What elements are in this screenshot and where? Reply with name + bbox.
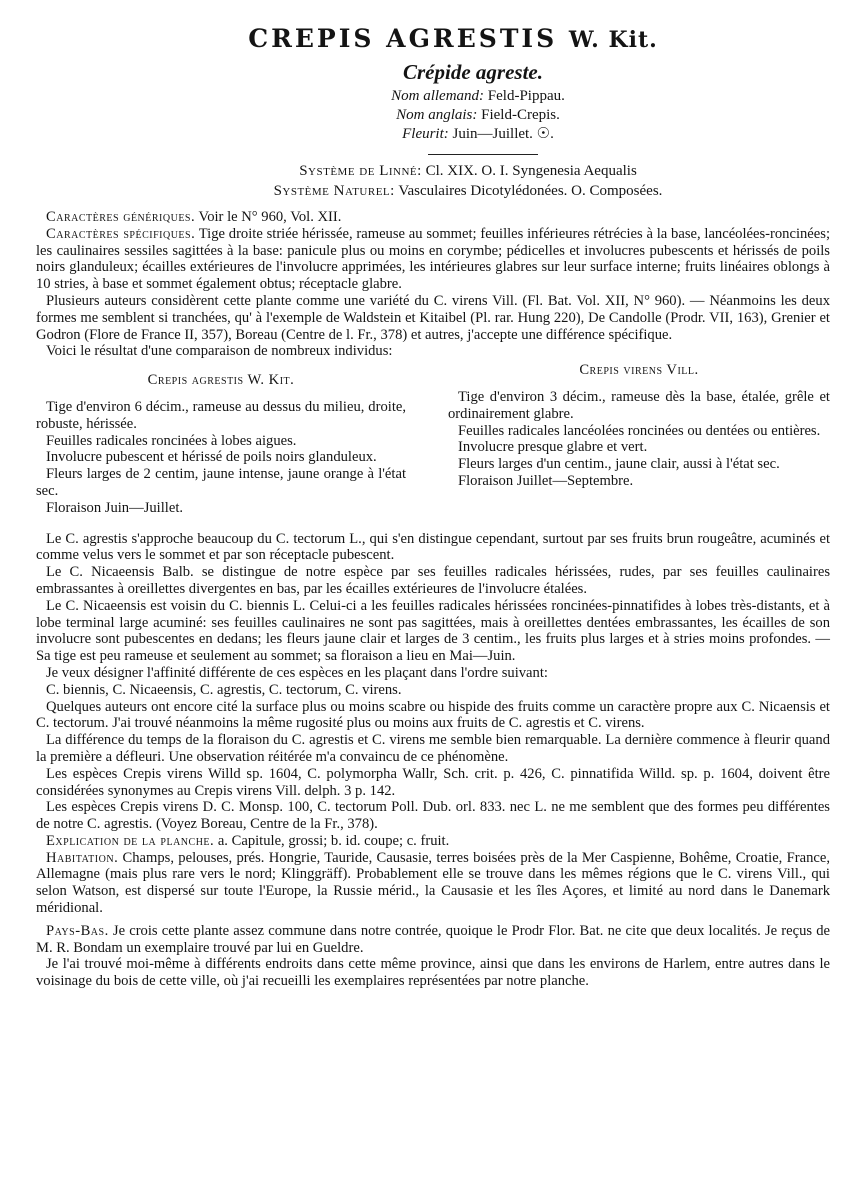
bloom-value: Juin—Juillet. ☉. [452, 126, 554, 142]
comparison-table [36, 362, 830, 516]
paragraph-tectorum: Le C. agrestis s'approche beaucoup du C. tectorum L., qui s'en distingue cependant, surtout par ses fruits brun rougeâtre, acuminés et comme velus vers le sommet et par son réceptacle pubescent. [36, 530, 830, 564]
netherlands [36, 923, 830, 957]
plate-text: a. Capitule, grossi; b. id. coupe; c. fruit. [217, 832, 450, 849]
comparison-right [448, 362, 830, 516]
comparison-left-line: Involucre pubescent et hérissé de poils noirs glanduleux. [46, 449, 377, 466]
comparison-right-heading: Crepis virens Vill. [579, 362, 699, 379]
title-species: CREPIS AGRESTIS [248, 24, 558, 53]
netherlands-label: Pays-Bas. [46, 922, 109, 939]
plate-label: Explication de la planche. [46, 832, 215, 849]
habitat [36, 850, 830, 917]
paragraph-nicaeensis: Le C. Nicaeensis Balb. se distingue de notre espèce par ses feuilles radicales hérissées, rudes, par ses feuilles caulinaires embrassantes à oreillettes divergentes en bas, par les écailles extérieures de l'involucre étalées. [36, 564, 830, 597]
paragraph-compare: Voici le résultat d'une comparaison de nombreux individus: [46, 343, 393, 360]
specific-characters [36, 226, 830, 293]
comparison-left-heading: Crepis agrestis W. Kit. [147, 372, 295, 389]
english-label: Nom anglais: [396, 107, 478, 123]
german-value: Feld-Pippau. [487, 88, 565, 104]
comparison-right-line: Floraison Juillet—Septembre. [458, 472, 634, 489]
linne-value: Cl. XIX. O. I. Syngenesia Aequalis [425, 163, 637, 179]
bloom-label: Fleurit: [402, 126, 449, 142]
main-text [36, 531, 830, 991]
linne-label: Système de Linné: [299, 163, 422, 179]
comparison-right-line: Involucre presque glabre et vert. [458, 439, 648, 456]
linne-system [106, 161, 830, 181]
page-title [76, 0, 830, 55]
comparison-right-line: Feuilles radicales lancéolées roncinées ou dentées ou entières. [458, 422, 821, 439]
paragraph-order: Je veux désigner l'affinité différente de ces espèces en les plaçant dans l'ordre suivant: [46, 664, 548, 681]
specific-label: Caractères spécifiques. [46, 225, 196, 242]
habitat-label: Habitation. [46, 849, 119, 866]
generic-text: Voir le N° 960, Vol. XII. [198, 209, 342, 225]
comparison-left-line: Tige d'environ 6 décim., rameuse au dessus du milieu, droite, robuste, hérissée. [36, 398, 406, 432]
natural-label: Système Naturel: [273, 183, 395, 199]
title-author: W. Kit. [568, 27, 658, 53]
comparison-right-line: Tige d'environ 3 décim., rameuse dès la base, étalée, grêle et ordinairement glabre. [448, 388, 830, 422]
french-name: Crépide agreste. [403, 60, 543, 84]
netherlands-text: Je crois cette plante assez commune dans notre contrée, quoique le Prodr Flor. Bat. ne cite que deux localités. Je reçus de M. R. Bondam un exemplaire trouvé par lui en Gueldre. [36, 922, 831, 956]
german-label: Nom allemand: [391, 88, 485, 104]
english-value: Field-Crepis. [481, 107, 560, 123]
intro-section [36, 209, 830, 360]
bloom-period [126, 125, 830, 144]
divider [428, 154, 538, 155]
habitat-text: Champs, pelouses, prés. Hongrie, Tauride, Causasie, terres boisées près de la Mer Caspienne, Bohême, Croatie, France, Allemagne (mais plus rare vers le nord; Klinggräff). Probablement elle se trouve dans les mêmes régions que le C. virens Vill., qui selon Watson, est dispersé sur toute l'Europe, la Russie mérid., la Causasie et les îles Açores, et limité au nord dans le Danemark méridional. [36, 849, 830, 917]
comparison-left-line: Feuilles radicales roncinées à lobes aigues. [46, 432, 297, 449]
generic-characters [36, 209, 830, 226]
paragraph-authors: Plusieurs auteurs considèrent cette plante comme une variété du C. virens Vill. (Fl. Bat. Vol. XII, N° 960). — Néanmoins les deux formes me semblent si tranchées, qu' à l'exemple de Waldstein et Kitaibel (Pl. rar. Hung 220), De Candolle (Prodr. VII, 163), Grenier et Godron (Flore de France II, 357), Boreau (Centre de l. Fr., 378) et autres, j'accepte une différence spécifique. [36, 292, 830, 343]
natural-system [106, 181, 830, 201]
generic-label: Caractères génériques. [46, 209, 196, 225]
paragraph-biennis: Le C. Nicaeensis est voisin du C. biennis L. Celui-ci a les feuilles radicales hérissées roncinées-pinnatifides à lobes très-distants, et à lobe terminal large acuminé: ses feuilles caulinaires ne sont pas sagittées, mais à oreillettes dentées embrassantes, les écailles de son involucre sont pubescentes en dedans; les fleurs jaune clair et larges de 3 centim., les fruits plus larges et à stries moins profondes. — Sa tige est peu rameuse et seulement au sommet; sa floraison a lieu en Mai—Juin. [36, 597, 830, 665]
comparison-left-line: Floraison Juin—Juillet. [46, 499, 184, 516]
paragraph-order-list: C. biennis, C. Nicaeensis, C. agrestis, C. tectorum, C. virens. [46, 681, 402, 698]
paragraph-synonyms: Les espèces Crepis virens Willd sp. 1604, C. polymorpha Wallr, Sch. crit. p. 426, C. pinnatifida Willd. sp. p. 1604, doivent être considérées synonymes au Crepis virens Vill. delph. 3 p. 142. [36, 765, 830, 799]
paragraph-forms: Les espèces Crepis virens D. C. Monsp. 100, C. tectorum Poll. Dub. orl. 833. nec L. ne me semblent que des formes peu différentes de notre C. agrestis. (Voyez Boreau, Centre de la Fr., 378). [36, 799, 830, 833]
specific-text: Tige droite striée hérissée, rameuse au sommet; feuilles inférieures rétrécies à la base, lancéolées-roncinées; les caulinaires sessiles sagittées à la base: panicule plus ou moins en corymbe; pédicelles et involucres pubescents et hérissés de poils noirs glanduleux; écailles extérieures de l'involucre apprimées, les intérieures glabres sur leur surface interne; fruits linéaires oblongs à 10 stries, à base et sommet également obtus; réceptacle glabre. [36, 225, 831, 293]
natural-value: Vasculaires Dicotylédonées. O. Composées. [398, 183, 663, 199]
german-name [126, 87, 830, 106]
paragraph-harlem: Je l'ai trouvé moi-même à différents endroits dans cette même province, ainsi que dans les environs de Harlem, entre autres dans le voisinage du bois de cette ville, où j'ai recueilli les exemplaires représentées par notre planche. [36, 956, 830, 990]
plate-explanation [36, 833, 830, 850]
paragraph-fruit-surface: Quelques auteurs ont encore cité la surface plus ou moins scabre ou hispide des fruits comme un caractère propre aux C. Nicaensis et C. tectorum. J'ai trouvé néanmoins la même rugosité plus ou moins aux fruits de C. agrestis et C. virens. [36, 698, 830, 732]
paragraph-flowering: La différence du temps de la floraison du C. agrestis et C. virens me semble bien remarquable. La dernière commence à fleurir quand la première a défleuri. Une observation réitérée m'a convaincu de ce phénomène. [36, 732, 830, 765]
comparison-left-line: Fleurs larges de 2 centim, jaune intense, jaune orange à l'état sec. [36, 466, 406, 499]
comparison-right-line: Fleurs larges d'un centim., jaune clair, aussi à l'état sec. [458, 456, 780, 473]
english-name [126, 106, 830, 125]
comparison-left [36, 372, 406, 516]
